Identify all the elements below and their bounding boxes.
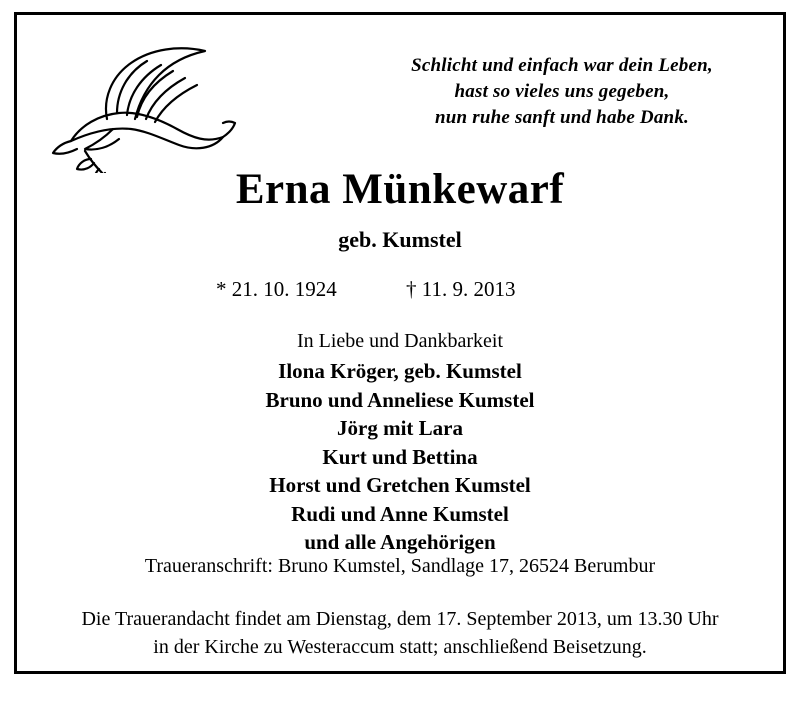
deceased-maiden-name: geb. Kumstel xyxy=(338,227,462,252)
list-item: und alle Angehörigen xyxy=(304,530,496,554)
list-item: Jörg mit Lara xyxy=(337,416,463,440)
verse-line: Schlicht und einfach war dein Leben, xyxy=(411,55,713,76)
verse-line: hast so vieles uns gegeben, xyxy=(454,81,670,102)
mourners-list xyxy=(17,357,783,557)
condolence-address: Traueranschrift: Bruno Kumstel, Sandlage 17, 26524 Berumbur xyxy=(144,555,656,577)
service-line: in der Kirche zu Westeraccum statt; anschließend Beisetzung. xyxy=(153,636,647,658)
list-item: Horst und Gretchen Kumstel xyxy=(269,473,531,497)
list-item: Ilona Kröger, geb. Kumstel xyxy=(278,359,522,383)
mourning-intro: In Liebe und Dankbarkeit xyxy=(296,330,504,352)
funeral-service-details xyxy=(51,605,749,661)
death-date: † 11. 9. 2013 xyxy=(406,277,516,301)
life-dates xyxy=(17,277,783,302)
list-item: Bruno und Anneliese Kumstel xyxy=(265,387,535,412)
birth-date: * 21. 10. 1924 xyxy=(216,277,337,301)
list-item: Rudi und Anne Kumstel xyxy=(291,501,509,526)
dove-with-olive-branch-icon xyxy=(47,33,237,173)
service-line: Die Trauerandacht findet am Dienstag, dem 17. September 2013, um 13.30 Uhr xyxy=(81,608,719,630)
obituary-notice xyxy=(14,12,786,674)
verse-line: nun ruhe sanft und habe Dank. xyxy=(435,107,689,128)
memorial-verse xyxy=(397,53,727,131)
deceased-name: Erna Münkewarf xyxy=(235,166,565,213)
list-item: Kurt und Bettina xyxy=(322,444,478,469)
